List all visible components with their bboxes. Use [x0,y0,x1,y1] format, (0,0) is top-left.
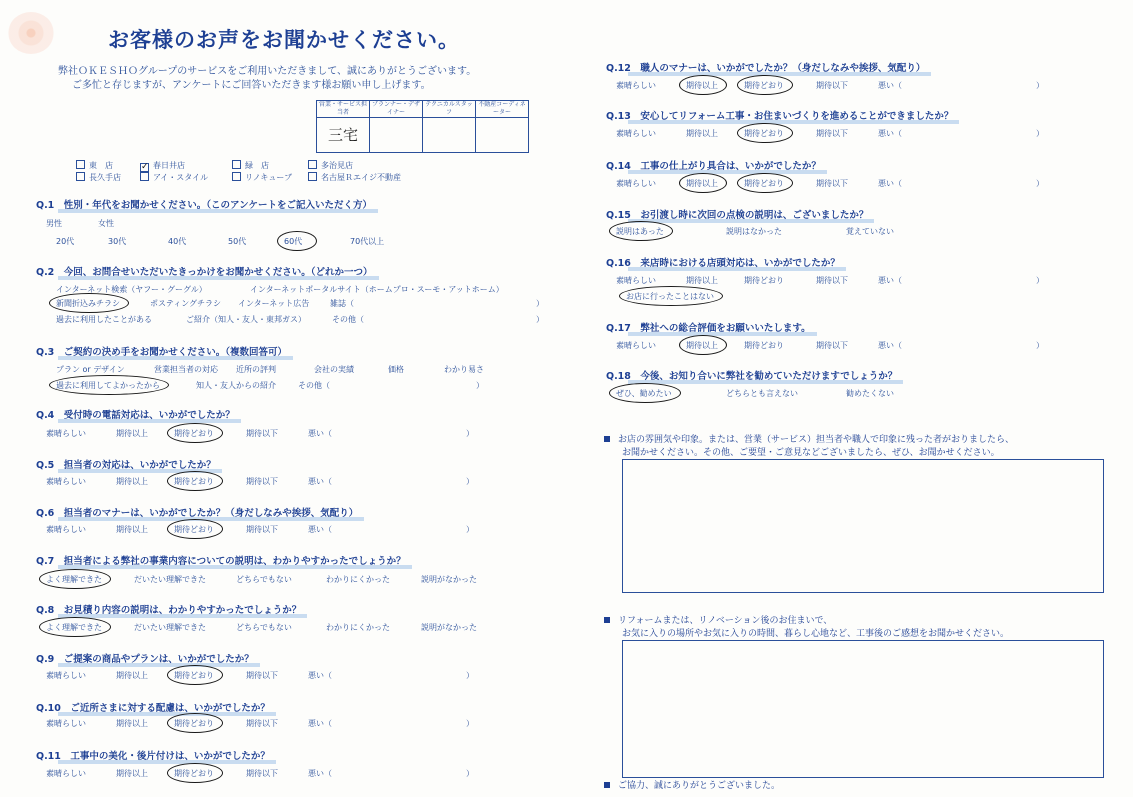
store-label: 東 店 [89,161,113,170]
question-label: Q.5 担当者の対応は、いかがでしたか？ [36,460,216,471]
answer-option[interactable]: だいたい理解できた [134,623,206,632]
bullet-icon [604,436,610,442]
answer-option[interactable]: 素晴らしい [46,719,86,728]
answer-option[interactable]: 70代以上 [350,237,385,246]
answer-option[interactable]: 悪い（ [308,477,332,486]
answer-option[interactable]: 期待以上 [116,769,148,778]
question-label: Q.3 ご契約の決め手をお聞かせください。（複数回答可） [36,347,288,358]
selection-circle [679,173,727,193]
answer-option[interactable]: わかり易さ [444,365,484,374]
answer-option[interactable]: 素晴らしい [616,81,656,90]
question-label: Q.15 お引渡し時に次回の点検の説明は、ございましたか？ [606,210,869,221]
store-checkbox[interactable] [308,160,353,171]
answer-option[interactable]: ） [476,381,484,390]
closing-message: ご協力、誠にありがとうございました。 [604,778,780,791]
question-title [36,264,373,278]
question-title [36,700,270,714]
bullet-icon [604,782,610,788]
answer-option[interactable]: お店に行ったことはない [626,292,714,301]
question-title [36,651,254,665]
answer-option[interactable]: 期待以上 [116,671,148,680]
answer-option[interactable]: 会社の実績 [314,365,354,374]
question-label: Q.4 受付時の電話対応は、いかがでしたか？ [36,410,235,421]
store-label: リノキューブ [245,173,292,182]
store-label: 緑 店 [245,161,269,170]
answer-option[interactable]: プラン or デザイン [56,365,125,374]
question-label: Q.2 今回、お問合せいただいたきっかけをお聞かせください。（どれか一つ） [36,267,373,278]
selection-circle [167,423,223,443]
answer-option[interactable]: どちらとも言えない [726,389,798,398]
free-question-2: リフォームまたは、リノベーション後のお住まいで、 [604,613,832,626]
answer-option[interactable]: 素晴らしい [616,276,656,285]
selection-circle [609,221,673,241]
answer-option[interactable]: 期待どおり [174,429,214,438]
checkbox-icon[interactable] [308,172,317,181]
store-label: 多治見店 [321,161,353,170]
selection-circle [49,293,129,313]
page-title: お客様のお声をお聞かせください。 [108,28,460,52]
answer-option[interactable]: 期待以下 [246,525,278,534]
answer-option[interactable]: 悪い（ [878,129,902,138]
answer-option[interactable]: 女性 [98,219,114,228]
staff-header: 不動産コーディネーター [476,101,529,118]
checkbox-icon[interactable] [76,172,85,181]
answer-option[interactable]: ） [466,525,474,534]
answer-option[interactable]: どちらでもない [236,623,292,632]
answer-option[interactable]: 20代 [56,237,75,246]
answer-option[interactable]: 悪い（ [308,429,332,438]
answer-option[interactable]: 期待以下 [246,769,278,778]
answer-option[interactable]: 悪い（ [878,179,902,188]
answer-option[interactable]: 悪い（ [308,769,332,778]
question-label: Q.18 今後、お知り合いに弊社を勧めていただけますでしょうか？ [606,371,898,382]
answer-option[interactable]: 素晴らしい [46,525,86,534]
answer-option[interactable]: ） [1036,129,1044,138]
question-label: Q.13 安心してリフォーム工事・お住まいづくりを進めることができましたか？ [606,111,954,122]
selection-circle [619,286,723,306]
answer-option[interactable]: 期待以下 [816,81,848,90]
answer-option[interactable]: 期待どおり [174,525,214,534]
answer-option[interactable]: 期待以上 [686,341,718,350]
staff-value[interactable]: 三宅 [317,118,370,153]
answer-option[interactable]: その他（ [298,381,330,390]
checkbox-icon[interactable] [140,172,149,181]
answer-option[interactable]: 期待以上 [686,81,718,90]
answer-option[interactable]: 素晴らしい [46,477,86,486]
answer-option[interactable]: ） [466,769,474,778]
answer-option[interactable]: ） [1036,276,1044,285]
answer-option[interactable]: 悪い（ [308,671,332,680]
question-label: Q.17 弊社への総合評価をお願いいたします。 [606,323,811,334]
store-checkbox[interactable] [232,172,292,183]
store-label: 長久手店 [89,173,121,182]
answer-option[interactable]: 素晴らしい [46,429,86,438]
selection-circle [609,383,681,403]
question-title [36,748,270,762]
answer-option[interactable]: 期待以上 [116,429,148,438]
answer-option[interactable]: 悪い（ [878,341,902,350]
question-title [606,108,953,122]
store-checkbox[interactable] [308,172,401,183]
answer-option[interactable]: どちらでもない [236,575,292,584]
free-answer-box-2[interactable] [622,640,1104,778]
answer-option[interactable]: インターネットポータルサイト（ホームプロ・スーモ・アットホーム） [250,285,504,294]
selection-circle [167,763,223,783]
answer-option[interactable]: 素晴らしい [616,341,656,350]
answer-option[interactable]: 期待どおり [744,179,784,188]
answer-option[interactable]: 期待どおり [744,276,784,285]
answer-option[interactable]: ） [536,315,544,324]
answer-option[interactable]: わかりにくかった [326,623,390,632]
checkbox-checked-icon[interactable]: ✓ [141,162,149,172]
bullet-icon [604,617,610,623]
question-title [606,255,840,269]
answer-option[interactable]: インターネット検索（ヤフー・グーグル） [56,285,207,294]
answer-option[interactable]: 40代 [168,237,187,246]
free-question-1-line-2: お聞かせください。その他、ご要望・ご意見などございましたら、ぜひ、お聞かせください。 [622,448,1000,458]
checkbox-icon[interactable] [232,160,241,169]
answer-option[interactable]: よく理解できた [46,623,102,632]
answer-option[interactable]: 勧めたくない [846,389,894,398]
staff-value[interactable] [476,118,529,153]
answer-option[interactable]: 期待以下 [816,341,848,350]
answer-option[interactable]: 悪い（ [878,81,902,90]
checkbox-icon[interactable] [308,160,317,169]
selection-circle [167,665,223,685]
answer-option[interactable]: 覚えていない [846,227,894,236]
question-title [36,344,287,358]
question-label: Q.1 性別・年代をお聞かせください。（このアンケートをご記入いただく方） [36,200,372,211]
question-title [606,368,897,382]
answer-option[interactable]: 期待以下 [816,276,848,285]
answer-option[interactable]: 期待以下 [246,671,278,680]
company-logo [8,12,54,54]
selection-circle [679,335,727,355]
answer-option[interactable]: 期待以下 [816,179,848,188]
question-label: Q.9 ご提案の商品やプランは、いかがでしたか？ [36,654,254,665]
question-label: Q.12 職人のマナーは、いかがでしたか？（身だしなみや挨拶、気配り） [606,63,926,74]
answer-option[interactable]: 営業担当者の対応 [154,365,218,374]
answer-option[interactable]: 近所の評判 [236,365,276,374]
answer-option[interactable]: よく理解できた [46,575,102,584]
intro-line-2: ご多忙と存じますが、アンケートにご回答いただきます様お願い申し上げます。 [72,80,431,91]
answer-option[interactable]: 期待以上 [686,276,718,285]
answer-option[interactable]: 期待以下 [246,719,278,728]
selection-circle [737,123,793,143]
answer-option[interactable]: ） [1036,341,1044,350]
answer-option[interactable]: ） [1036,81,1044,90]
checkbox-icon[interactable] [76,160,85,169]
question-label: Q.10 ご近所さまに対する配慮は、いかがでしたか？ [36,703,270,714]
answer-option[interactable]: だいたい理解できた [134,575,206,584]
staff-value[interactable] [423,118,476,153]
answer-option[interactable]: 期待以下 [246,429,278,438]
answer-option[interactable]: 60代 [284,237,303,246]
question-title [36,407,235,421]
question-label: Q.7 担当者による弊社の事業内容についての説明は、わかりやすかったでしょうか？ [36,556,406,567]
answer-option[interactable]: わかりにくかった [326,575,390,584]
answer-option[interactable]: 価格 [388,365,404,374]
answer-option[interactable]: 説明がなかった [421,623,477,632]
answer-option[interactable]: 期待以上 [686,179,718,188]
question-title [606,320,811,334]
answer-option[interactable]: 期待どおり [744,81,784,90]
question-title [36,553,406,567]
staff-table [316,100,529,153]
answer-option[interactable]: ポスティングチラシ [150,299,222,308]
checkbox-icon[interactable] [232,172,241,181]
selection-circle [49,375,169,395]
answer-option[interactable]: 説明はなかった [726,227,782,236]
question-title [36,505,358,519]
question-title [606,207,868,221]
answer-option[interactable]: 悪い（ [308,719,332,728]
answer-option[interactable]: ） [536,299,544,308]
selection-circle [39,617,111,637]
selection-circle [39,569,111,589]
question-title [606,158,821,172]
answer-option[interactable]: ご紹介（知人・友人・東邦ガス） [186,315,306,324]
store-label: アイ・スタイル [153,173,209,182]
question-label: Q.11 工事中の美化・後片付けは、いかがでしたか？ [36,751,270,762]
intro-line-1: 弊社ＯＫＥＳＨＯグループのサービスをご利用いただきまして、誠にありがとうございます。 [58,66,477,77]
answer-option[interactable]: 期待どおり [174,719,214,728]
question-label: Q.8 お見積り内容の説明は、わかりやすかったでしょうか？ [36,605,302,616]
answer-option[interactable]: 期待どおり [174,671,214,680]
answer-option[interactable]: 素晴らしい [46,769,86,778]
answer-option[interactable]: 期待以上 [116,719,148,728]
answer-option[interactable]: 知人・友人からの紹介 [196,381,276,390]
answer-option[interactable]: 30代 [108,237,127,246]
question-title [36,457,216,471]
store-checkbox[interactable] [76,172,121,183]
answer-option[interactable]: 素晴らしい [616,179,656,188]
answer-option[interactable]: 期待どおり [174,769,214,778]
answer-option[interactable]: 悪い（ [878,276,902,285]
answer-option[interactable]: 過去に利用したことがある [56,315,152,324]
selection-circle [679,75,727,95]
answer-option[interactable]: 期待以下 [816,129,848,138]
selection-circle [737,75,793,95]
selection-circle [277,231,317,251]
selection-circle [167,471,223,491]
free-question-1: お店の雰囲気や印象。または、営業（サービス）担当者や職人で印象に残った者がおりましたら、 [604,432,1014,445]
answer-option[interactable]: ） [466,429,474,438]
answer-option[interactable]: 素晴らしい [46,671,86,680]
answer-option[interactable]: 説明がなかった [421,575,477,584]
answer-option[interactable]: 期待どおり [744,129,784,138]
answer-option[interactable]: 説明はあった [616,227,664,236]
answer-option[interactable]: 新聞折込みチラシ [56,299,120,308]
answer-option[interactable]: 50代 [228,237,247,246]
answer-option[interactable]: 過去に利用してよかったから [56,381,160,390]
answer-option[interactable]: ） [466,671,474,680]
question-label: Q.6 担当者のマナーは、いかがでしたか？（身だしなみや挨拶、気配り） [36,508,359,519]
answer-option[interactable]: 期待どおり [744,341,784,350]
selection-circle [737,173,793,193]
store-checkbox[interactable] [140,160,185,172]
staff-header: 営業・サービス担当者 [317,101,370,118]
store-checkbox[interactable] [76,160,113,171]
free-question-2-line-2: お気に入りの場所やお気に入りの時間、暮らし心地など、工事後のご感想をお聞かせください。 [622,629,1010,639]
answer-option[interactable]: ぜひ、勧めたい [616,389,672,398]
answer-option[interactable]: 期待以上 [116,525,148,534]
answer-option[interactable]: 期待以下 [246,477,278,486]
answer-option[interactable]: 雑誌（ [330,299,354,308]
store-label: 春日井店 [153,161,185,170]
free-answer-box-1[interactable] [622,459,1104,593]
store-checkbox[interactable] [140,172,208,183]
question-label: Q.16 来店時における店頭対応は、いかがでしたか？ [606,258,840,269]
answer-option[interactable]: 男性 [46,219,62,228]
selection-circle [167,519,223,539]
answer-option[interactable]: ） [466,477,474,486]
selection-circle [167,713,223,733]
answer-option[interactable]: 期待どおり [174,477,214,486]
answer-option[interactable]: ） [466,719,474,728]
answer-option[interactable]: 期待以上 [116,477,148,486]
answer-option[interactable]: 期待以上 [686,129,718,138]
staff-header: テクニカルスタッフ [423,101,476,118]
store-checkbox[interactable] [232,160,269,171]
staff-value[interactable] [370,118,423,153]
question-title [36,197,372,211]
store-label: 名古屋Ｒエイジ不動産 [321,173,401,182]
answer-option[interactable]: 素晴らしい [616,129,656,138]
answer-option[interactable]: インターネット広告 [238,299,310,308]
answer-option[interactable]: ） [1036,179,1044,188]
question-title [36,602,301,616]
staff-header: プランナー・デザイナー [370,101,423,118]
answer-option[interactable]: その他（ [332,315,364,324]
question-title [606,60,925,74]
answer-option[interactable]: 悪い（ [308,525,332,534]
question-label: Q.14 工事の仕上がり具合は、いかがでしたか？ [606,161,821,172]
